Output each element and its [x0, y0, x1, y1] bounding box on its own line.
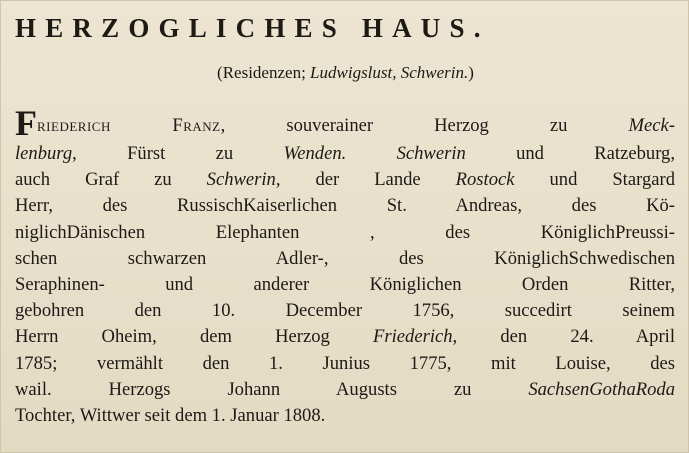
text-run: , den 24. April — [452, 326, 675, 348]
italic-run: Rostock — [455, 169, 515, 191]
text-run: und Stargard — [514, 169, 675, 191]
text-line-1 — [15, 105, 675, 141]
text-run: und Ratzeburg, — [465, 143, 675, 164]
residence-places: Ludwigslust, Schwerin. — [310, 63, 469, 82]
italic-run: Schwerin — [206, 169, 276, 191]
text-line-12: Tochter, Wittwer seit dem 1. Januar 1808. — [15, 405, 326, 427]
italic-run: Friederich — [373, 326, 453, 348]
text-run: Herrn Oheim, dem Herzog — [15, 326, 374, 348]
italic-run: SachsenGothaRoda — [528, 378, 675, 400]
text-line-4: Herr, des RussischKaiserlichen St. Andreas, des Kö- — [15, 195, 675, 217]
text-run: , Fürst zu — [72, 143, 284, 164]
subheading-close: ) — [468, 63, 474, 82]
text-line-5: niglichDänischen Elephanten , des KöniglichPreussi- — [15, 221, 675, 243]
text-run: wail. Herzogs Johann Augusts zu — [15, 378, 529, 400]
page-title: HERZOGLICHES HAUS. — [15, 13, 490, 43]
italic-run: Meck- — [628, 115, 675, 136]
text-run: , souverainer Herzog zu — [220, 115, 629, 136]
text-line-9 — [15, 324, 675, 350]
text-line-3 — [15, 167, 675, 193]
text-line-7: Seraphinen- und anderer Königlichen Orden Ritter, — [15, 274, 675, 296]
italic-run: Wenden. Schwerin — [283, 143, 466, 164]
text-line-6: schen schwarzen Adler-, des KöniglichSchwedischen — [15, 247, 675, 269]
text-line-8: gebohren den 10. December 1756, succedirt seinem — [15, 300, 675, 322]
italic-run: lenburg — [15, 143, 73, 164]
drop-cap: F — [15, 103, 37, 143]
text-line-11 — [15, 377, 675, 403]
subheading-open: (Residenzen; — [217, 63, 311, 82]
text-run: auch Graf zu — [15, 169, 207, 191]
body-paragraph — [15, 105, 675, 429]
text-run: , der Lande — [275, 169, 456, 191]
text-line-10: 1785; vermählt den 1. Junius 1775, mit Louise, des — [15, 352, 675, 374]
duke-name: riederich Franz — [37, 115, 221, 136]
residences-subheading — [1, 63, 689, 83]
text-line-2 — [15, 141, 675, 167]
